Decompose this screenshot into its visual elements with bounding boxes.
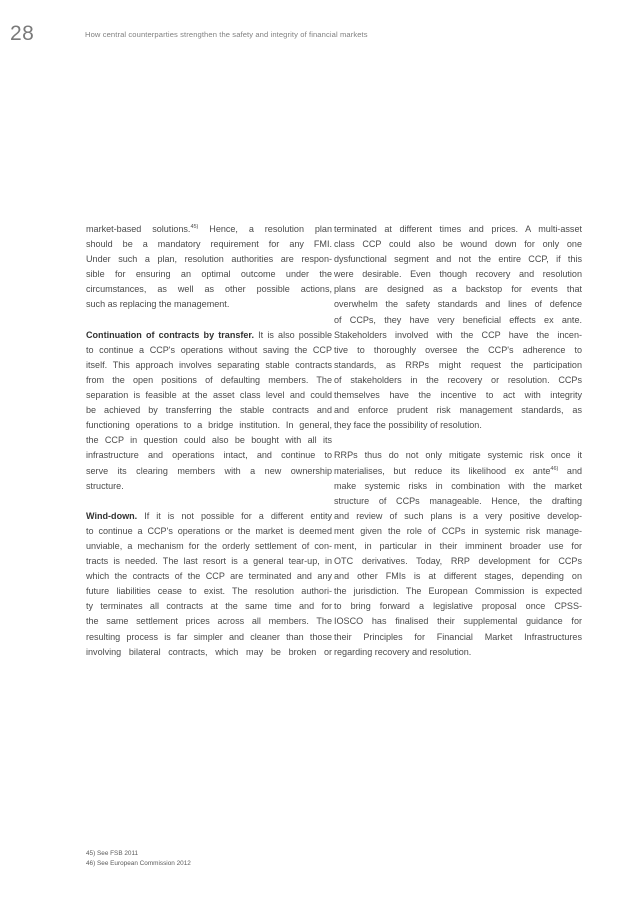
text-line: Stakeholders involved with the CCP have the incen- [334,329,582,340]
text-line: plans are designed as a backstop for events that [334,284,582,295]
text-line: IOSCO has finalised their supplemental guidance for [334,616,582,627]
left-column [86,222,332,660]
text-line: to continue a CCP's operations without saving the CCP [86,344,332,355]
text-line: were desirable. Even though recovery and resolution [334,269,582,280]
text-line: which the contracts of the CCP are terminated and any [86,571,332,582]
text-line: Continuation of contracts by transfer. It is also possible [86,329,332,340]
text-line: tive to thoroughly oversee the CCP's adherence to [334,344,582,355]
text-line: they face the possibility of resolution. [334,420,482,431]
right-column [334,222,582,660]
footnote-ref: 45) [190,224,199,230]
text-line: class CCP could also be wound down for only one [334,239,582,250]
text-line: ment, in particular in their imminent broader use for [334,540,582,551]
text-line: involving bilateral contracts, which may be broken or [86,646,332,657]
text-line: the same settlement prices across all members. The [86,616,332,627]
text-line: Under such a plan, resolution authorities are respon- [86,254,332,265]
text-line: standards, as RRPs might request the participation [334,359,582,370]
text-line: structure. [86,480,124,491]
text-line: from the open positions of defaulting members. The [86,374,332,385]
text-line: be achieved by transferring the stable contracts and [86,405,332,416]
text-line: and review of such plans is a very positive develop- [334,510,582,521]
text-line: functioning operations to a bridge institution. In general, [86,420,332,431]
footnotes [86,849,191,868]
text-line: RRPs thus do not only mitigate systemic risk once it [334,450,582,461]
section-heading: Continuation of contracts by transfer. [86,329,254,340]
text-line: future liabilities cease to exist. The resolution authori- [86,586,332,597]
page-number: 28 [10,22,35,45]
text-line: make systemic risks in combination with the market [334,480,582,491]
text-line: terminated at different times and prices. A multi-asset [334,224,582,234]
paragraph-continuation [86,328,332,494]
running-header: How central counterparties strengthen the safety and integrity of financial markets [85,30,368,39]
text-line: market-based solutions.$^{45)}$ Hence, a resolution plan [86,224,332,234]
paragraph-rrps [334,448,582,659]
text-line: such as replacing the management. [86,299,230,310]
text-line: to bring forward a legislative proposal once CPSS- [334,601,582,612]
text-line: sible for ensuring an optimal outcome under the [86,269,332,280]
text-line: tracts is needed. The last resort is a general tear-up, in [86,556,332,567]
text-line: overwhelm the safety standards and lines of defence [334,299,582,310]
text-line: structure of CCPs manageable. Hence, the drafting [334,495,582,506]
text-line: OTC derivatives. Today, RRP development for CCPs [334,556,582,567]
text-line: resulting process is far simpler and cleaner than those [86,631,332,642]
text-line: circumstances, as well as other possible actions, [86,284,332,295]
footnote-ref: 46) [550,465,559,472]
text-line: ty terminates all contracts at the same time and for [86,601,332,612]
text-line: of stakeholders in the recovery or resolution. CCPs [334,374,582,385]
text-line: materialises, but reduce its likelihood ex ante$^{46)}$ and [334,465,583,476]
text-line: Wind-down. If it is not possible for a different entity [86,510,332,521]
text-line: and enforce prudent risk management standards, as [334,405,582,416]
text-line: should be a mandatory requirement for any FMI. [86,239,332,250]
text-line: separation is feasible at the asset class level and could [86,390,332,401]
paragraph-recovery-plans [334,222,582,433]
text-line: the CCP in question could also be bought with all its [86,435,332,446]
text-line: unviable, a mechanism for the orderly settlement of con- [86,540,332,551]
section-heading: Wind-down. [86,510,138,521]
footnote: 46) See European Commission 2012 [86,859,191,867]
paragraph-resolution-plan [86,222,332,313]
text-line: of CCPs, they have very beneficial effects ex ante. [334,314,582,325]
text-line: and other FMIs is at different stages, depending on [334,571,582,582]
text-line: themselves have the incentive to act with integrity [334,390,582,401]
text-line: itself. This approach involves separating stable contracts [86,359,332,370]
text-line: serve its clearing members with a new ownership [86,465,332,476]
paragraph-wind-down [86,509,332,660]
text-line: regarding recovery and resolution. [334,646,472,657]
text-line: their Principles for Financial Market Infrastructures [334,631,582,642]
text-line: to continue a CCP's operations or the market is deemed [86,525,332,536]
text-line: dysfunctional segment and not the entire CCP, if this [334,254,582,265]
text-line: infrastructure and operations intact, and continue to [86,450,332,461]
text-line: the jurisdiction. The European Commission is expected [334,586,582,597]
footnote: 45) See FSB 2011 [86,850,139,857]
text-line: ment given the role of CCPs in systemic risk manage- [334,525,582,536]
